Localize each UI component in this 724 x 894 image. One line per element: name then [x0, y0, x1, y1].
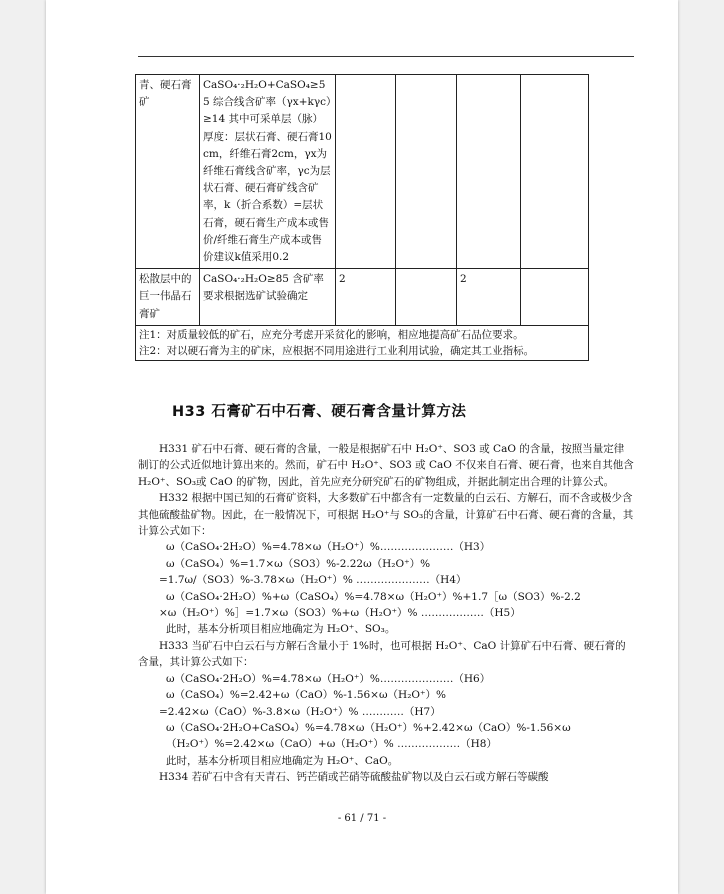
formula-h5: ×ω（H₂O⁺）%］=1.7×ω（SO3）%+ω（H₂O⁺）% ………………（H5） [159, 607, 521, 620]
mineral-type-cell: 松散层中的巨一伟晶石膏矿 [136, 269, 200, 326]
table-notes [136, 325, 589, 360]
formula-h6: ω（CaSO₄·2H₂O）%=4.78×ω（H₂O⁺）%…………………（H6） [166, 672, 491, 685]
industrial-requirements-table [135, 74, 589, 361]
note-2: 注2：对以硬石膏为主的矿床，应根据不同用途进行工业利用试验，确定其工业指标。 [139, 344, 535, 357]
paragraph: H332 根据中国已知的石膏矿资料，大多数矿石中都含有一定数量的白云石、方解石，而不含或极少含其他硫酸盐矿物。因此，在一般情况下，可根据 H₂O⁺与 SO₃的含量，计算矿石中石膏、硬石膏的含量，其计算公式如下： [138, 492, 634, 538]
formula-h3: ω（CaSO₄·2H₂O）%=4.78×ω（H₂O⁺）%…………………（H3） [166, 541, 491, 554]
formula-h8: （H₂O⁺）%=2.42×ω（CaO）+ω（H₂O⁺）% ………………（H8） [166, 738, 497, 751]
requirement-cell: CaSO₄·₂H₂O≥85 含矿率要求根据选矿试验确定 [200, 269, 336, 326]
mineral-type-cell: 青、硬石膏矿 [136, 75, 200, 269]
value-cell: 2 [336, 269, 396, 326]
formula-line: ω（CaSO₄）%=1.7×ω（SO3）%-2.22ω（H₂O⁺）% [166, 557, 431, 570]
document-page [46, 0, 678, 894]
formula-h4: =1.7ω/（SO3）%-3.78×ω（H₂O⁺）% …………………（H4） [159, 574, 467, 587]
note-1: 注1：对质量较低的矿石，应充分考虑开采贫化的影响，相应地提高矿石品位要求。 [139, 328, 524, 341]
paragraph: 此时，基本分析项目相应地确定为 H₂O⁺、SO₃。 [166, 623, 396, 636]
section-body [138, 441, 634, 786]
value-cell [396, 269, 457, 326]
value-cell [521, 269, 589, 326]
formula-line: ω（CaSO₄）%=2.42+ω（CaO）%-1.56×ω（H₂O⁺）% [166, 689, 447, 702]
value-cell: 2 [457, 269, 521, 326]
value-cell [336, 75, 396, 269]
requirement-cell: CaSO₄·₂H₂O+CaSO₄≥55 综合线含矿率（γx+kγc）≥14 其中可采单层（脉）厚度：层状石膏、硬石膏10cm，纤维石膏2cm，γx为纤维石膏线含矿率，γc为层状石膏、硬石膏矿线含矿率，k（折合系数）=层状石膏，硬石膏生产成本或售价/纤维石膏生产成本或售价建议k值采用0.2 [200, 75, 336, 269]
table-note-row [136, 325, 589, 360]
value-cell [521, 75, 589, 269]
section-title: H33 石膏矿石中石膏、硬石膏含量计算方法 [172, 404, 467, 420]
formula-h7: =2.42×ω（CaO）%-3.8×ω（H₂O⁺）% …………（H7） [159, 705, 441, 718]
page-number: - 61 / 71 - [337, 813, 387, 824]
paragraph: H333 当矿石中白云石与方解石含量小于 1%时，也可根据 H₂O⁺、CaO 计算矿石中石膏、硬石膏的含量，其计算公式如下： [138, 639, 626, 669]
paragraph: H334 若矿石中含有天青石、钙芒硝或芒硝等硫酸盐矿物以及白云石或方解石等碳酸 [159, 771, 549, 784]
table-row [136, 269, 589, 326]
table-row [136, 75, 589, 269]
formula-line: ω（CaSO₄·2H₂O）%+ω（CaSO₄）%=4.78×ω（H₂O⁺）%+1.7［ω（SO3）%-2.2 [166, 590, 581, 603]
value-cell [396, 75, 457, 269]
header-rule [138, 56, 634, 57]
paragraph: H331 矿石中石膏、硬石膏的含量，一般是根据矿石中 H₂O⁺、SO3 或 CaO 的含量，按照当量定律制订的公式近似地计算出来的。然而，矿石中 H₂O⁺、SO3 或 CaO 不仅来自石膏、硬石膏，也来自其他含 H₂O⁺、SO₃或 CaO 的矿物，因此，首先应充分研究矿石的矿物组成，并据此制定出合理的计算公式。 [138, 443, 634, 488]
paragraph: 此时，基本分析项目相应地确定为 H₂O⁺、CaO。 [166, 754, 399, 767]
formula-line: ω（CaSO₄·2H₂O+CaSO₄）%=4.78×ω（H₂O⁺）%+2.42×ω（CaO）%-1.56×ω [166, 721, 571, 734]
value-cell [457, 75, 521, 269]
